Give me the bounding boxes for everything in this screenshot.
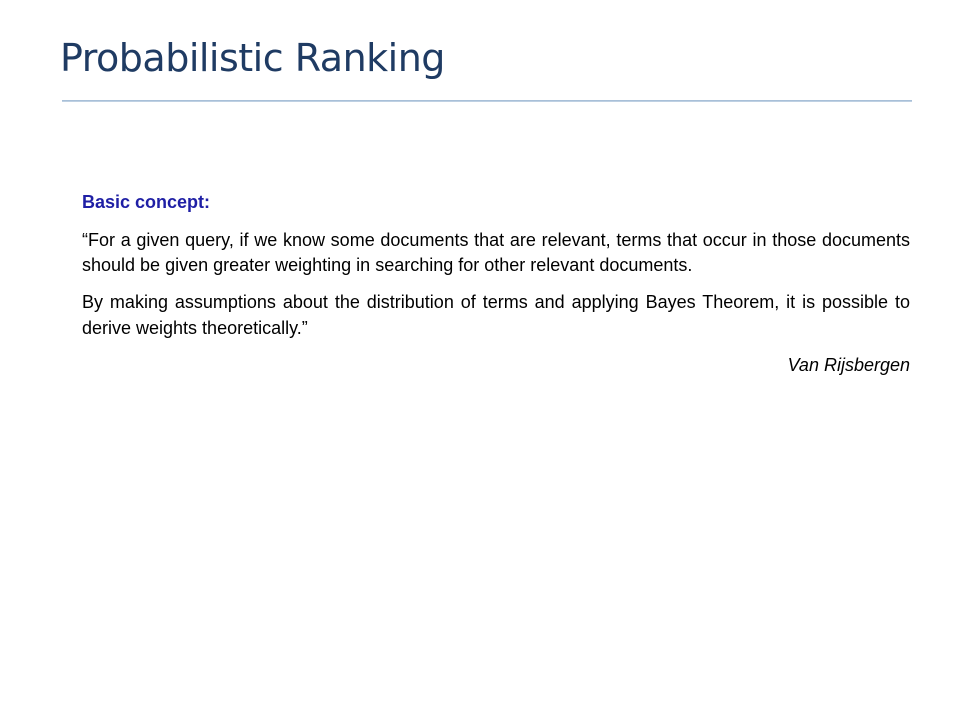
section-heading: Basic concept:: [82, 192, 211, 212]
slide-body: [82, 190, 910, 378]
quote-paragraph-2: By making assumptions about the distribution of terms and applying Bayes Theorem, it is possible to derive weights theoretically.”: [82, 292, 910, 338]
slide-title: Probabilistic Ranking: [60, 36, 445, 80]
quote-paragraph-1: “For a given query, if we know some documents that are relevant, terms that occur in those documents should be given greater weighting in searching for other relevant documents.: [82, 229, 910, 276]
quote-attribution: Van Rijsbergen: [787, 354, 910, 375]
title-divider: [62, 100, 912, 102]
